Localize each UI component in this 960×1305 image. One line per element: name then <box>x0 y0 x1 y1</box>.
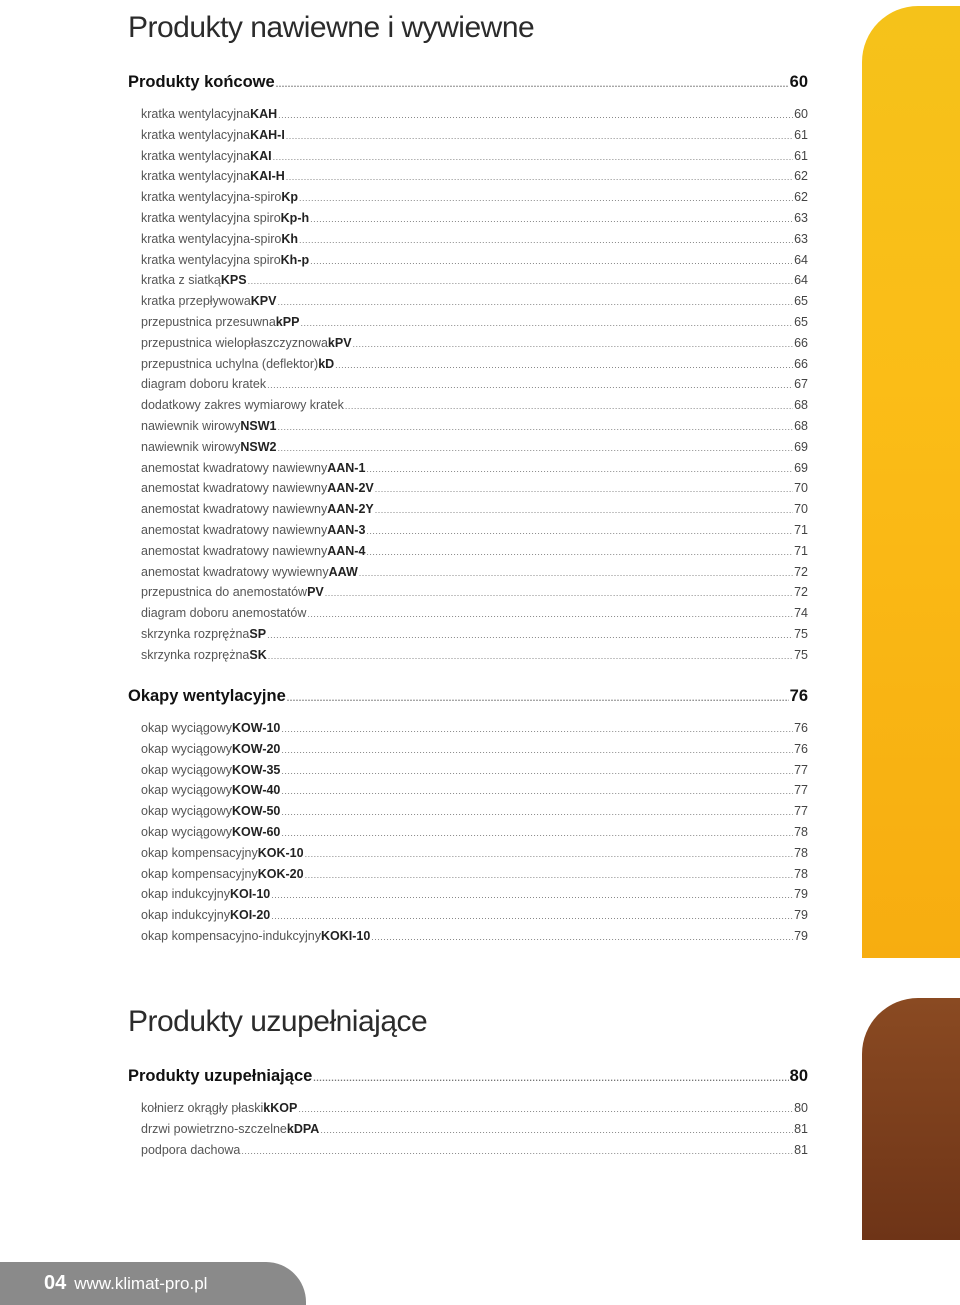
toc-item-label: diagram doboru anemostatów <box>141 606 307 621</box>
toc-item[interactable] <box>128 884 808 905</box>
toc-item-label: kratka wentylacyjna <box>141 107 251 121</box>
toc-page-number: 71 <box>794 522 808 537</box>
leader-dots <box>345 396 793 416</box>
toc-page-number: 66 <box>794 356 808 371</box>
toc-page-number: 78 <box>794 845 808 860</box>
leader-dots <box>353 334 794 354</box>
toc-item[interactable] <box>128 1140 808 1161</box>
toc-item-code: AAN-4 <box>327 543 366 558</box>
toc-page-number: 79 <box>794 887 808 902</box>
toc-item-code: KOW-10 <box>232 721 281 735</box>
toc-item-label: kratka z siatką <box>141 273 221 288</box>
toc-item-label: okap wyciągowy <box>141 721 233 735</box>
toc-item-code: KAH <box>250 107 278 121</box>
toc-group-label: Okapy wentylacyjne <box>128 687 286 705</box>
toc-page-number: 68 <box>794 418 808 433</box>
toc-item-code: KAH-I <box>250 127 285 142</box>
toc-item[interactable] <box>128 520 808 541</box>
leader-dots <box>281 719 793 739</box>
toc-item[interactable] <box>128 780 808 801</box>
toc-item[interactable] <box>128 478 808 499</box>
leader-dots <box>366 542 793 562</box>
leader-dots <box>273 147 793 167</box>
leader-dots <box>277 417 793 437</box>
toc-item-code: Kp <box>281 190 299 205</box>
toc-item-code: KOW-35 <box>232 762 281 777</box>
toc-item-code: kKOP <box>263 1101 298 1115</box>
toc-group-hoods <box>128 684 808 947</box>
toc-item-code: KOW-60 <box>232 824 281 839</box>
toc-page-number: 71 <box>794 543 808 558</box>
toc-item-label: okap kompensacyjny <box>141 866 258 881</box>
toc-page-number: 70 <box>794 502 808 517</box>
leader-dots <box>305 844 794 864</box>
leader-dots <box>248 271 794 291</box>
toc-item-code: KOW-20 <box>232 741 281 756</box>
toc-item[interactable] <box>128 499 808 520</box>
toc-page-number: 74 <box>794 606 808 621</box>
toc-item-label: anemostat kwadratowy nawiewny <box>141 543 328 558</box>
toc-item-code: AAN-2Y <box>327 502 374 517</box>
toc-item[interactable] <box>128 582 808 603</box>
toc-item[interactable] <box>128 760 808 781</box>
toc-item-label: okap wyciągowy <box>141 824 233 839</box>
toc-item[interactable] <box>128 645 808 666</box>
toc-item[interactable] <box>128 312 808 333</box>
toc-item-label: okap wyciągowy <box>141 804 233 819</box>
leader-dots <box>281 761 793 781</box>
toc-page-number: 63 <box>794 231 808 246</box>
leader-dots <box>267 375 793 395</box>
toc-page-number: 61 <box>794 127 808 142</box>
toc-group-heading[interactable] <box>128 684 808 708</box>
toc-item-label: przepustnica uchylna (deflektor) <box>141 356 319 371</box>
toc-page-number: 79 <box>794 908 808 923</box>
toc-item[interactable] <box>128 603 808 624</box>
toc-page-number: 64 <box>794 273 808 288</box>
toc-item-code: Kh-p <box>280 252 310 267</box>
toc-item-label: okap indukcyjny <box>141 887 230 902</box>
leader-dots <box>281 740 793 760</box>
toc-item-code: KOKI-10 <box>320 928 371 943</box>
toc-group-label: Produkty uzupełniające <box>128 1067 313 1085</box>
toc-item[interactable] <box>128 291 808 312</box>
toc-item[interactable] <box>128 374 808 395</box>
toc-item-label: anemostat kwadratowy nawiewny <box>141 522 328 537</box>
toc-item-label: kratka wentylacyjna <box>141 169 251 184</box>
toc-item-code: AAW <box>328 564 358 579</box>
toc-item[interactable] <box>128 822 808 843</box>
toc-item[interactable] <box>128 801 808 822</box>
leader-dots <box>277 438 793 458</box>
toc-page-number: 78 <box>794 824 808 839</box>
toc-item-code: KPV <box>250 294 277 309</box>
toc-item-code: SK <box>249 647 267 662</box>
toc-item-label: okap wyciągowy <box>141 741 233 756</box>
toc-item-label: kratka wentylacyjna-spiro <box>141 190 282 205</box>
toc-page-number: 76 <box>794 741 808 756</box>
toc-item-label: kratka wentylacyjna <box>141 148 251 163</box>
section-title-supply-exhaust: Produkty nawiewne i wywiewne <box>128 11 535 44</box>
toc-page-number: 79 <box>794 928 808 943</box>
toc-group-end-products <box>128 70 808 666</box>
leader-dots <box>375 479 793 499</box>
toc-page-number: 76 <box>789 687 808 705</box>
leader-dots <box>281 823 793 843</box>
toc-item-label: nawiewnik wirowy <box>141 418 241 433</box>
leader-dots <box>313 1066 788 1088</box>
toc-item-list <box>128 104 808 666</box>
toc-page-number: 63 <box>794 210 808 225</box>
toc-item-list <box>128 1098 808 1160</box>
toc-item-code: AAN-1 <box>327 460 366 475</box>
toc-page-number: 77 <box>794 762 808 777</box>
leader-dots <box>307 604 793 624</box>
toc-item-code: kPP <box>275 314 300 329</box>
leader-dots <box>267 625 793 645</box>
toc-item-label: okap wyciągowy <box>141 783 233 798</box>
toc-page-number: 60 <box>789 73 808 91</box>
toc-page-number: 81 <box>794 1142 808 1157</box>
toc-item[interactable] <box>128 270 808 291</box>
toc-page-number: 67 <box>794 377 808 392</box>
leader-dots <box>335 355 793 375</box>
toc-item-label: skrzynka rozprężna <box>141 626 250 641</box>
leader-dots <box>241 1141 793 1161</box>
leader-dots <box>281 781 793 801</box>
toc-item-code: kPV <box>327 335 352 350</box>
leader-dots <box>276 72 789 94</box>
toc-page-number: 64 <box>794 252 808 267</box>
toc-page-number: 68 <box>794 398 808 413</box>
toc-item[interactable] <box>128 229 808 250</box>
toc-item-code: KOK-20 <box>257 866 304 881</box>
toc-item[interactable] <box>128 926 808 947</box>
toc-item-code: KPS <box>220 273 247 288</box>
leader-dots <box>298 1099 793 1119</box>
leader-dots <box>287 686 789 708</box>
toc-group-supplementary <box>128 1064 808 1160</box>
toc-page-number: 69 <box>794 460 808 475</box>
toc-item[interactable] <box>128 541 808 562</box>
section-title-supplementary: Produkty uzupełniające <box>128 1005 428 1038</box>
leader-dots <box>278 105 793 125</box>
toc-item[interactable] <box>128 354 808 375</box>
page-footer <box>0 1262 306 1305</box>
toc-page-number: 62 <box>794 190 808 205</box>
toc-item-label: przepustnica do anemostatów <box>141 585 308 600</box>
toc-item[interactable] <box>128 187 808 208</box>
toc-item-label: dodatkowy zakres wymiarowy kratek <box>141 398 344 413</box>
leader-dots <box>268 646 793 666</box>
section-tab-brown <box>862 998 960 1240</box>
toc-item-label: przepustnica wielopłaszczyznowa <box>141 335 328 350</box>
toc-item-code: KOW-40 <box>232 783 281 798</box>
toc-item[interactable] <box>128 333 808 354</box>
toc-item-list <box>128 718 808 947</box>
leader-dots <box>320 1120 793 1140</box>
toc-item-label: podpora dachowa <box>141 1142 241 1157</box>
toc-group-heading[interactable] <box>128 1064 808 1088</box>
toc-item-code: kD <box>318 356 335 371</box>
leader-dots <box>281 802 793 822</box>
toc-page-number: 80 <box>794 1101 808 1115</box>
toc-page-number: 81 <box>794 1121 808 1136</box>
page-number: 04 <box>44 1272 67 1294</box>
toc-item-label: kratka wentylacyjna spiro <box>141 252 281 267</box>
leader-dots <box>305 865 794 885</box>
leader-dots <box>359 563 793 583</box>
toc-page-number: 72 <box>794 585 808 600</box>
toc-item[interactable] <box>128 1098 808 1119</box>
toc-item-label: przepustnica przesuwna <box>141 314 276 329</box>
toc-item[interactable] <box>128 166 808 187</box>
toc-item-code: SP <box>249 626 267 641</box>
toc-page-number: 78 <box>794 866 808 881</box>
toc-item-code: KOI-10 <box>229 887 271 902</box>
toc-item-code: Kh <box>281 231 299 246</box>
toc-item[interactable] <box>128 125 808 146</box>
toc-page-number: 75 <box>794 647 808 662</box>
leader-dots <box>299 230 793 250</box>
toc-item-label: anemostat kwadratowy nawiewny <box>141 460 328 475</box>
toc-page-number: 69 <box>794 439 808 454</box>
leader-dots <box>271 885 793 905</box>
toc-item-label: nawiewnik wirowy <box>141 439 241 454</box>
leader-dots <box>310 209 793 229</box>
toc-item[interactable] <box>128 104 808 125</box>
toc-item-label: diagram doboru kratek <box>141 377 267 392</box>
toc-item[interactable] <box>128 395 808 416</box>
toc-item[interactable] <box>128 562 808 583</box>
leader-dots <box>366 459 793 479</box>
toc-item-label: okap wyciągowy <box>141 762 233 777</box>
toc-item-code: Kp-h <box>280 210 310 225</box>
toc-item-label: anemostat kwadratowy nawiewny <box>141 502 328 517</box>
toc-page-number: 77 <box>794 804 808 819</box>
toc-item[interactable] <box>128 1119 808 1140</box>
toc-item-code: NSW2 <box>240 439 277 454</box>
toc-page-number: 72 <box>794 564 808 579</box>
toc-item[interactable] <box>128 624 808 645</box>
toc-item-code: KOW-50 <box>232 804 281 819</box>
toc-page-number: 61 <box>794 148 808 163</box>
toc-page-number: 80 <box>789 1067 808 1085</box>
toc-page-number: 60 <box>794 107 808 121</box>
toc-item[interactable] <box>128 843 808 864</box>
toc-page-number: 65 <box>794 314 808 329</box>
toc-item-code: AAN-3 <box>327 522 366 537</box>
leader-dots <box>300 313 793 333</box>
toc-item-code: PV <box>307 585 324 600</box>
toc-page-number: 70 <box>794 481 808 496</box>
toc-item-code: KOK-10 <box>257 845 304 860</box>
toc-item-label: kratka wentylacyjna <box>141 127 251 142</box>
toc-item-label: okap kompensacyjno-indukcyjny <box>141 928 321 943</box>
toc-item-label: kratka wentylacyjna-spiro <box>141 231 282 246</box>
toc-item-label: kratka wentylacyjna spiro <box>141 210 281 225</box>
leader-dots <box>286 167 793 187</box>
toc-item-label: skrzynka rozprężna <box>141 647 250 662</box>
toc-item-label: okap indukcyjny <box>141 908 230 923</box>
toc-item[interactable] <box>128 146 808 167</box>
leader-dots <box>286 126 793 146</box>
website-link[interactable]: www.klimat-pro.pl <box>74 1273 208 1293</box>
toc-page-number: 75 <box>794 626 808 641</box>
toc-item-label: okap kompensacyjny <box>141 845 258 860</box>
toc-page-number: 66 <box>794 335 808 350</box>
leader-dots <box>271 906 793 926</box>
leader-dots <box>366 521 793 541</box>
toc-item-label: drzwi powietrzno-szczelne <box>141 1121 287 1136</box>
toc-item-label: anemostat kwadratowy nawiewny <box>141 481 328 496</box>
leader-dots <box>325 583 793 603</box>
toc-page-number: 77 <box>794 783 808 798</box>
toc-item[interactable] <box>128 718 808 739</box>
toc-item[interactable] <box>128 437 808 458</box>
toc-group-heading[interactable] <box>128 70 808 94</box>
leader-dots <box>310 251 793 271</box>
toc-item-label: kratka przepływowa <box>141 294 251 309</box>
toc-item[interactable] <box>128 864 808 885</box>
toc-item[interactable] <box>128 208 808 229</box>
toc-item[interactable] <box>128 739 808 760</box>
toc-item-code: KAI <box>250 148 272 163</box>
toc-group-label: Produkty końcowe <box>128 73 275 91</box>
leader-dots <box>299 188 793 208</box>
toc-item-code: KOI-20 <box>229 908 271 923</box>
leader-dots <box>277 292 793 312</box>
toc-item[interactable] <box>128 250 808 271</box>
toc-item[interactable] <box>128 458 808 479</box>
toc-page-number: 76 <box>794 721 808 735</box>
toc-item[interactable] <box>128 905 808 926</box>
toc-item[interactable] <box>128 416 808 437</box>
toc-item-label: anemostat kwadratowy wywiewny <box>141 564 329 579</box>
leader-dots <box>371 927 793 947</box>
toc-item-code: kDPA <box>286 1121 320 1136</box>
toc-item-code: KAI-H <box>250 169 285 184</box>
toc-item-label: kołnierz okrągły płaski <box>141 1101 264 1115</box>
section-tab-yellow <box>862 6 960 958</box>
toc-item-code: AAN-2V <box>327 481 374 496</box>
toc-item-code: NSW1 <box>240 418 277 433</box>
toc-page-number: 62 <box>794 169 808 184</box>
leader-dots <box>375 500 793 520</box>
toc-page-number: 65 <box>794 294 808 309</box>
